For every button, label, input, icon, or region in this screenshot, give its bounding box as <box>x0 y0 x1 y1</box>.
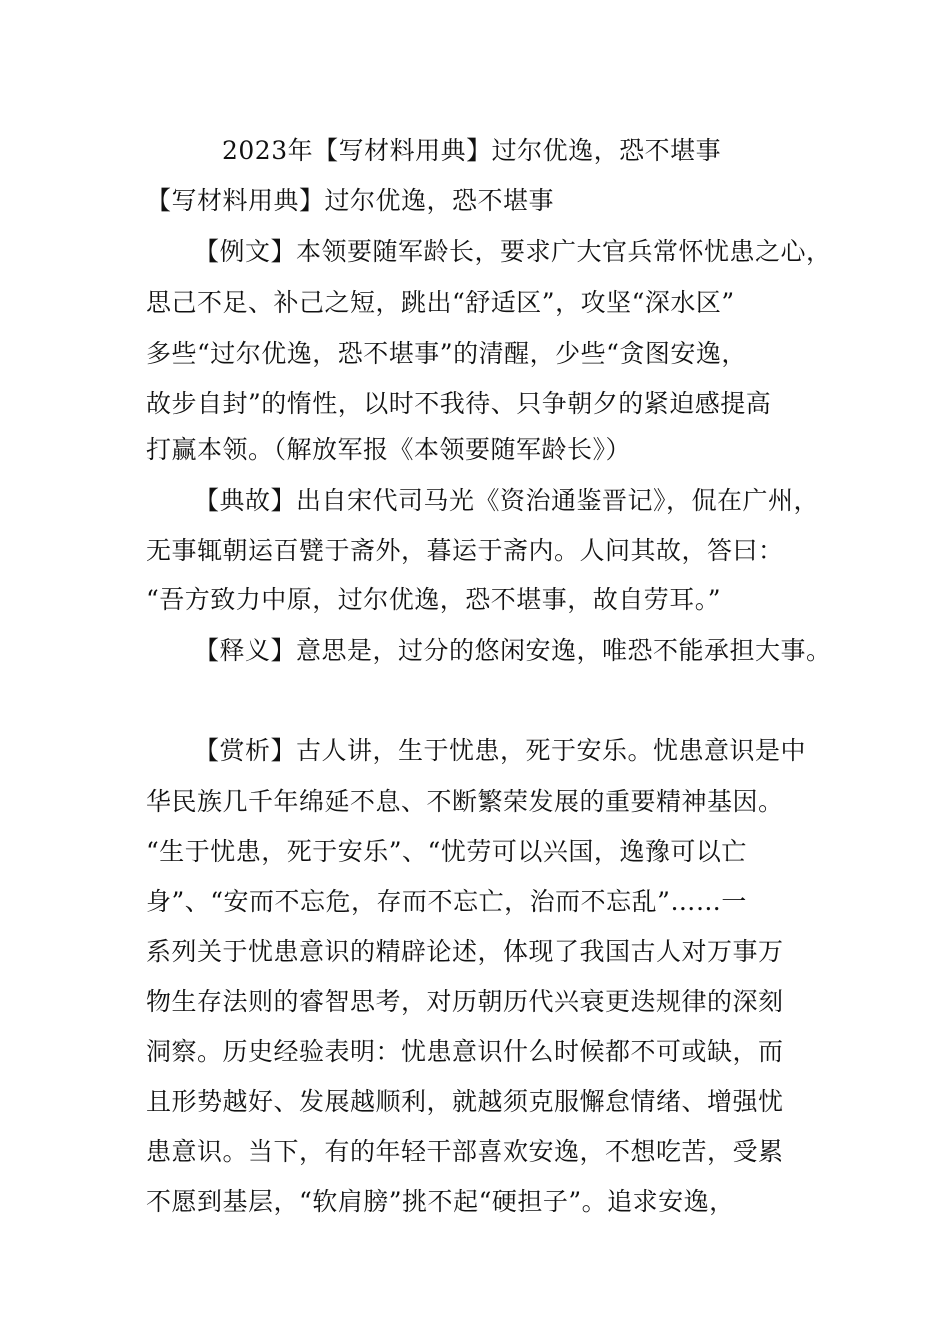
document-subtitle: 【写材料用典】过尔优逸，恐不堪事 <box>146 186 555 215</box>
allusion-line: 无事辄朝运百甓于斋外，暮运于斋内。人问其故，答曰： <box>146 536 784 565</box>
analysis-line: 且形势越好、发展越顺利，就越须克服懈怠情绪、增强忧 <box>146 1087 784 1116</box>
analysis-line: 洞察。历史经验表明：忧患意识什么时候都不可或缺，而 <box>146 1037 784 1066</box>
allusion-line: “吾方致力中原，过尔优逸，恐不堪事，故自劳耳。” <box>146 585 722 614</box>
analysis-line: 华民族几千年绵延不息、不断繁荣发展的重要精神基因。 <box>146 787 784 816</box>
analysis-line: 【赏析】古人讲，生于忧患，死于安乐。忧患意识是中 <box>194 736 807 765</box>
allusion-line: 【典故】出自宋代司马光《资治通鉴晋记》，侃在广州， <box>194 486 820 515</box>
example-line: 故步自封”的惰性，以时不我待、只争朝夕的紧迫感提高 <box>146 389 772 418</box>
analysis-line: 不愿到基层，“软肩膀”挑不起“硬担子”。追求安逸， <box>146 1187 735 1216</box>
analysis-line: “生于忧患，死于安乐”、“忧劳可以兴国，逸豫可以亡 <box>146 837 747 866</box>
analysis-line: 患意识。当下，有的年轻干部喜欢安逸，不想吃苦，受累 <box>146 1137 784 1166</box>
document-title: 2023年【写材料用典】过尔优逸，恐不堪事 <box>222 136 722 165</box>
example-line: 打赢本领。（解放军报《本领要随军龄长》） <box>146 435 632 464</box>
example-line: 思己不足、补己之短，跳出“舒适区”，攻坚“深水区” <box>146 288 735 317</box>
meaning-line: 【释义】意思是，过分的悠闲安逸，唯恐不能承担大事。 <box>194 636 832 665</box>
analysis-line: 身”、“安而不忘危，存而不忘亡，治而不忘乱”……一 <box>146 887 747 916</box>
analysis-line: 系列关于忧患意识的精辟论述，体现了我国古人对万事万 <box>146 937 784 966</box>
example-line: 【例文】本领要随军龄长，要求广大官兵常怀忧患之心， <box>194 237 832 266</box>
analysis-line: 物生存法则的睿智思考，对历朝历代兴衰更迭规律的深刻 <box>146 987 784 1016</box>
example-line: 多些“过尔优逸，恐不堪事”的清醒，少些“贪图安逸， <box>146 339 747 368</box>
